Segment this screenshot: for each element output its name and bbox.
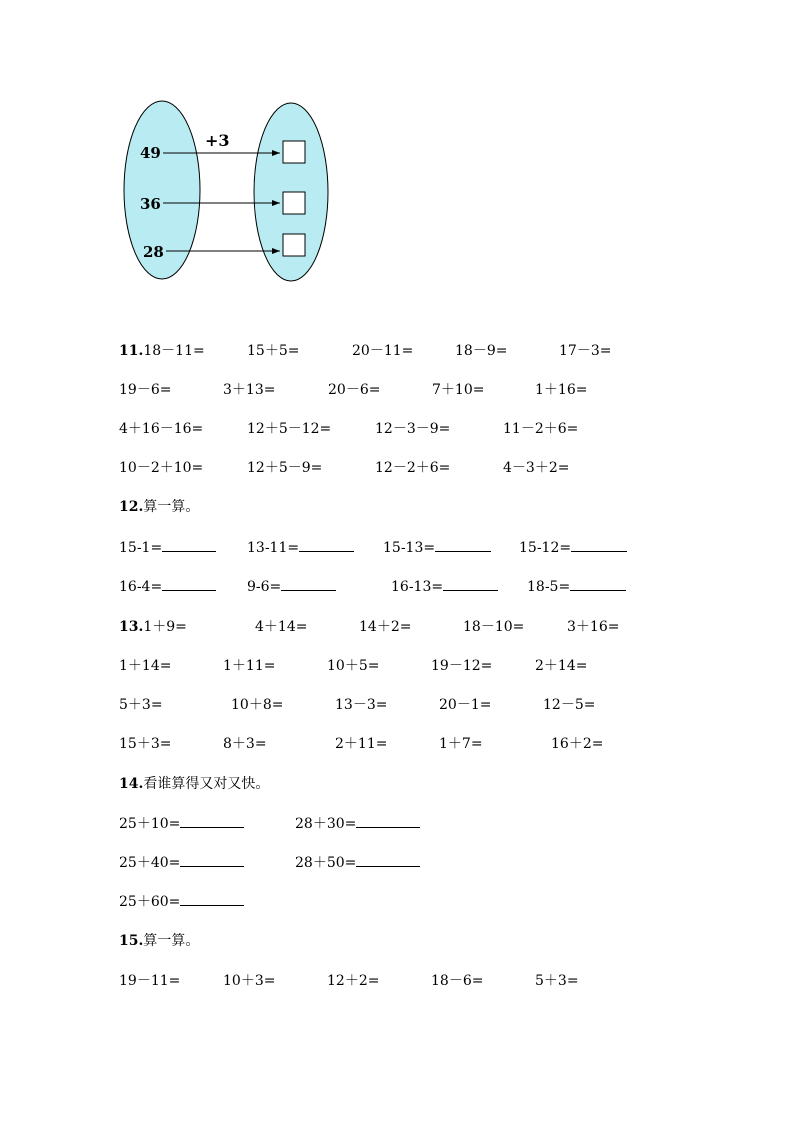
equation: 4＋14= — [255, 619, 308, 635]
equation: 8＋3= — [223, 736, 267, 752]
q13-row — [0, 616, 794, 640]
equation: 12＋2= — [327, 973, 380, 989]
equation: 15-13= — [383, 540, 436, 556]
q12-row — [0, 537, 794, 561]
equation: 25＋10= — [119, 816, 181, 832]
question-number: 12. — [119, 499, 144, 515]
equation: 25＋40= — [119, 855, 181, 871]
equation: 16-13= — [391, 579, 444, 595]
answer-blank[interactable] — [356, 813, 420, 828]
question-number: 11. — [119, 343, 144, 359]
question-number: 15. — [119, 933, 144, 949]
q14-row — [0, 891, 794, 915]
q11-row — [0, 340, 794, 364]
answer-box[interactable] — [283, 192, 305, 214]
answer-blank[interactable] — [180, 891, 244, 906]
equation: 17－3= — [559, 343, 612, 359]
equation: 10－2＋10= — [119, 460, 204, 476]
answer-blank[interactable] — [162, 537, 216, 552]
equation: 20－11= — [352, 343, 414, 359]
equation: 11－2＋6= — [503, 421, 579, 437]
equation: 3＋16= — [567, 619, 620, 635]
question-title: 算一算。 — [143, 933, 200, 949]
equation: 28＋30= — [295, 816, 357, 832]
equation: 15＋3= — [119, 736, 172, 752]
equation: 7＋10= — [432, 382, 485, 398]
equation: 12＋5－12= — [247, 421, 332, 437]
question-number: 14. — [119, 776, 144, 792]
mapping-diagram — [118, 95, 338, 290]
equation: 15＋5= — [247, 343, 300, 359]
equation: 13－3= — [335, 697, 388, 713]
input-value: 49 — [140, 144, 161, 162]
answer-blank[interactable] — [180, 813, 244, 828]
answer-box[interactable] — [283, 234, 305, 256]
equation: 1＋11= — [223, 658, 276, 674]
answer-blank[interactable] — [180, 852, 244, 867]
equation: 19－11= — [119, 973, 181, 989]
q13-row — [0, 655, 794, 679]
equation: 4＋16－16= — [119, 421, 204, 437]
equation: 18－6= — [431, 973, 484, 989]
q14-row — [0, 852, 794, 876]
question-number: 13. — [119, 619, 144, 635]
equation: 18－11= — [143, 343, 205, 359]
equation: 28＋50= — [295, 855, 357, 871]
equation: 12－5= — [543, 697, 596, 713]
q15-row — [0, 970, 794, 994]
question-title: 算一算。 — [143, 499, 200, 515]
equation: 12－3－9= — [375, 421, 451, 437]
q13-row — [0, 733, 794, 757]
q14-header — [0, 773, 794, 797]
equation: 20－1= — [439, 697, 492, 713]
answer-box[interactable] — [283, 141, 305, 163]
equation: 2＋11= — [335, 736, 388, 752]
equation: 4－3＋2= — [503, 460, 570, 476]
equation: 12－2＋6= — [375, 460, 451, 476]
answer-blank[interactable] — [443, 576, 498, 591]
answer-blank[interactable] — [356, 852, 420, 867]
answer-blank[interactable] — [570, 576, 626, 591]
input-value: 28 — [143, 243, 164, 261]
equation: 1＋16= — [535, 382, 588, 398]
equation: 3＋13= — [223, 382, 276, 398]
q11-row — [0, 418, 794, 442]
equation: 10＋5= — [327, 658, 380, 674]
question-title: 看谁算得又对又快。 — [143, 776, 270, 792]
q13-row — [0, 694, 794, 718]
equation: 10＋3= — [223, 973, 276, 989]
equation: 10＋8= — [231, 697, 284, 713]
operation-label: +3 — [205, 131, 230, 150]
equation: 13-11= — [247, 540, 300, 556]
q12-row — [0, 576, 794, 600]
answer-blank[interactable] — [281, 576, 336, 591]
equation: 18－10= — [463, 619, 525, 635]
q11-row — [0, 457, 794, 481]
input-value: 36 — [140, 195, 161, 213]
equation: 1＋14= — [119, 658, 172, 674]
equation: 2＋14= — [535, 658, 588, 674]
answer-blank[interactable] — [299, 537, 354, 552]
equation: 5＋3= — [535, 973, 579, 989]
equation: 25＋60= — [119, 894, 181, 910]
equation: 20－6= — [328, 382, 381, 398]
equation: 18-5= — [527, 579, 571, 595]
equation: 16＋2= — [551, 736, 604, 752]
equation: 12＋5－9= — [247, 460, 323, 476]
equation: 14＋2= — [359, 619, 412, 635]
answer-blank[interactable] — [162, 576, 216, 591]
equation: 5＋3= — [119, 697, 163, 713]
equation: 1＋9= — [143, 619, 187, 635]
q15-header — [0, 930, 794, 954]
answer-blank[interactable] — [435, 537, 491, 552]
q11-row — [0, 379, 794, 403]
equation: 18－9= — [455, 343, 508, 359]
q12-header — [0, 496, 794, 520]
equation: 1＋7= — [439, 736, 483, 752]
equation: 15-1= — [119, 540, 163, 556]
equation: 15-12= — [519, 540, 572, 556]
answer-blank[interactable] — [571, 537, 627, 552]
equation: 19－6= — [119, 382, 172, 398]
q14-row — [0, 813, 794, 837]
equation: 19－12= — [431, 658, 493, 674]
equation: 9-6= — [247, 579, 282, 595]
equation: 16-4= — [119, 579, 163, 595]
